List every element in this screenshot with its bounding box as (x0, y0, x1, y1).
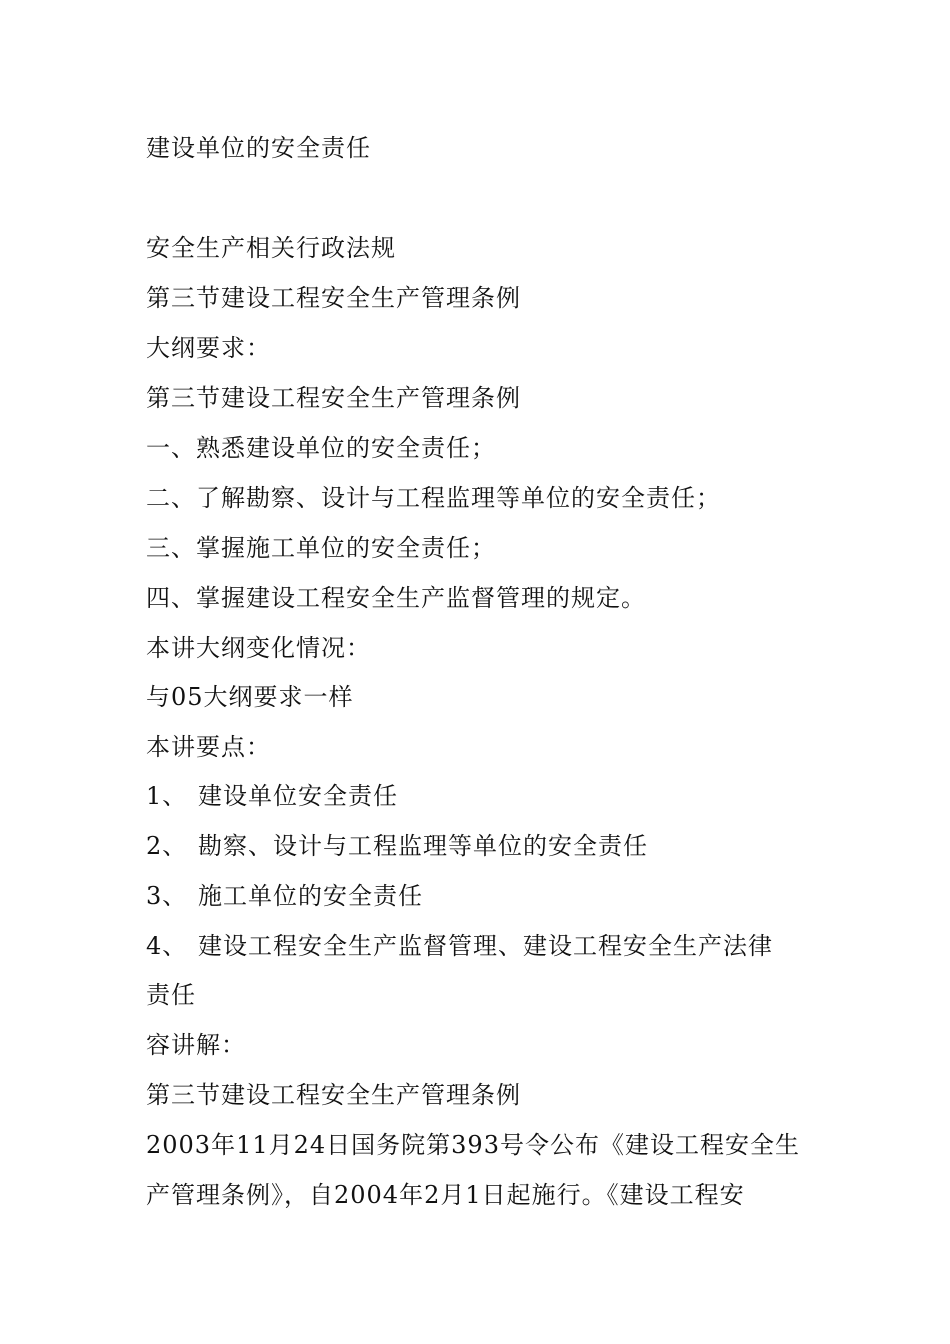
list-item (146, 880, 816, 912)
text-line: 2003年11月24日国务院第393号令公布《建设工程安全生 (146, 1131, 800, 1159)
list-item (146, 780, 816, 812)
list-item-number: 3、 (146, 882, 188, 910)
text-line: 安全生产相关行政法规 (146, 234, 396, 262)
list-item (146, 930, 816, 962)
list-item-text: 建设单位安全责任 (198, 782, 398, 810)
text-line: 本讲要点： (146, 733, 271, 761)
section-heading: 建设单位的安全责任 (146, 134, 371, 162)
text-line: 本讲大纲变化情况： (146, 634, 371, 662)
text-line: 容讲解： (146, 1031, 246, 1059)
list-item-text: 建设工程安全生产监督管理、建设工程安全生产法律 (198, 932, 773, 960)
text-line: 一、熟悉建设单位的安全责任； (146, 434, 496, 462)
list-item-continuation: 责任 (146, 981, 196, 1009)
text-line: 第三节建设工程安全生产管理条例 (146, 1081, 521, 1109)
list-item-number: 4、 (146, 932, 188, 960)
text-line: 二、了解勘察、设计与工程监理等单位的安全责任； (146, 484, 721, 512)
text-line: 第三节建设工程安全生产管理条例 (146, 384, 521, 412)
list-item-text: 施工单位的安全责任 (198, 882, 423, 910)
text-line: 第三节建设工程安全生产管理条例 (146, 284, 521, 312)
list-item-number: 1、 (146, 782, 188, 810)
text-line: 与05大纲要求一样 (146, 683, 354, 711)
list-item (146, 830, 816, 862)
text-line: 三、掌握施工单位的安全责任； (146, 534, 496, 562)
list-item-number: 2、 (146, 832, 188, 860)
text-line: 大纲要求： (146, 334, 271, 362)
list-item-text: 勘察、设计与工程监理等单位的安全责任 (198, 832, 648, 860)
text-line: 四、掌握建设工程安全生产监督管理的规定。 (146, 584, 646, 612)
text-line: 产管理条例》，自2004年2月1日起施行。《建设工程安 (146, 1181, 745, 1209)
